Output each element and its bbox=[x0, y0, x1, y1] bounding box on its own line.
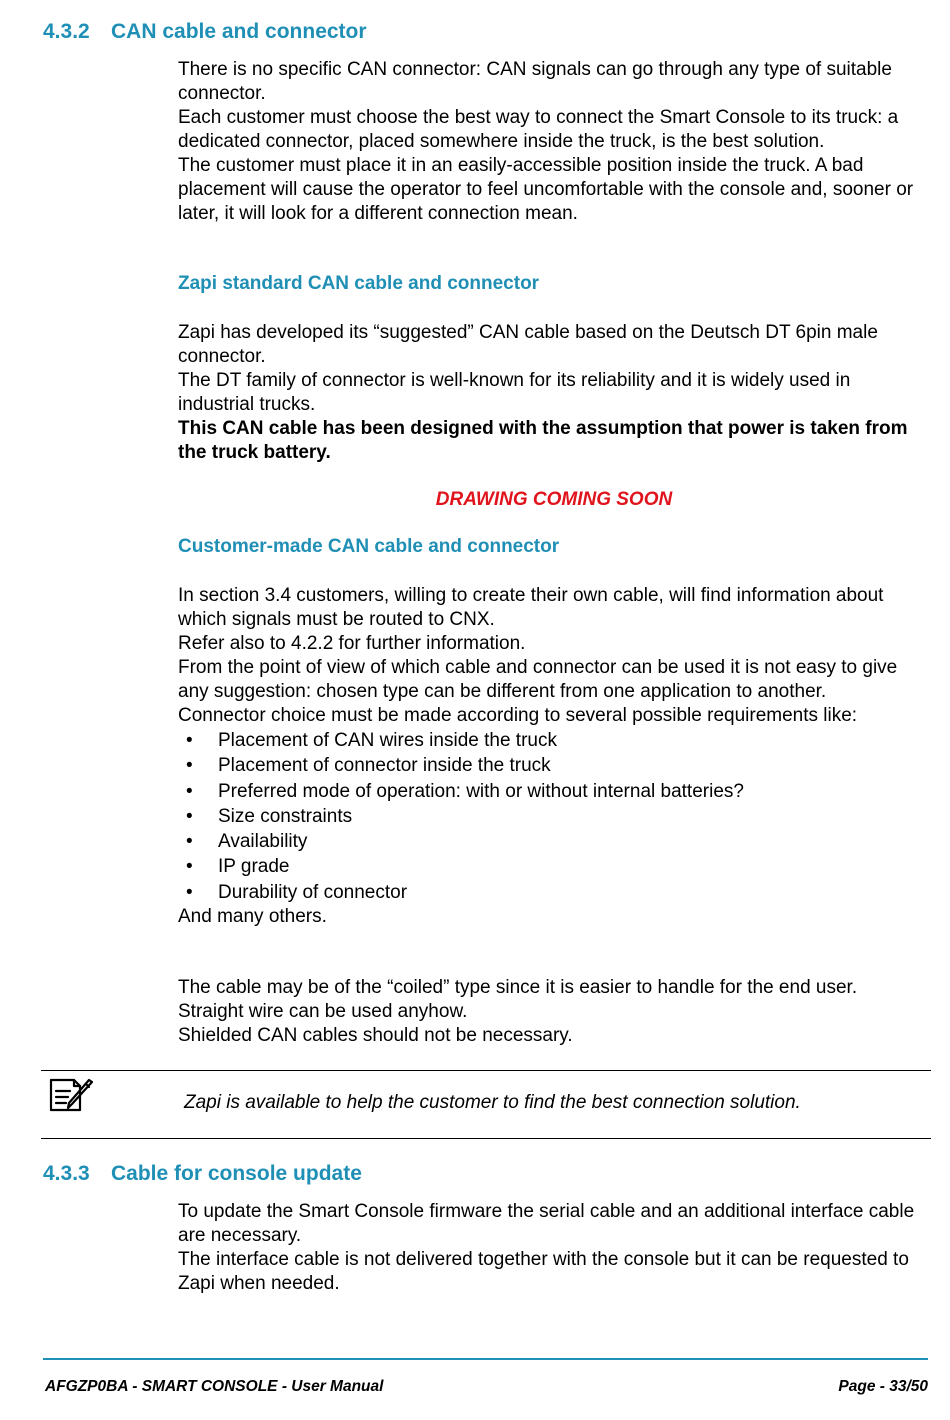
paragraph: The interface cable is not delivered together with the console but it can be requested to Zapi when needed. bbox=[178, 1249, 909, 1294]
list-item: • Size constraints bbox=[178, 804, 930, 829]
paragraph: Connector choice must be made according to several possible requirements like: bbox=[178, 705, 858, 726]
note-bottom-rule bbox=[41, 1138, 931, 1139]
footer-page-number: Page - 33/50 bbox=[838, 1378, 928, 1395]
note-top-rule bbox=[41, 1070, 931, 1071]
bold-note: This CAN cable has been designed with the assumption that power is taken from the truck battery. bbox=[178, 418, 908, 463]
section-heading-4-3-3 bbox=[43, 1162, 362, 1186]
paragraph: And many others. bbox=[178, 906, 327, 928]
paragraph: Refer also to 4.2.2 for further information. bbox=[178, 633, 526, 654]
footer-document-title: AFGZP0BA - SMART CONSOLE - User Manual bbox=[45, 1378, 384, 1395]
requirements-list bbox=[178, 728, 930, 905]
list-item: • Placement of connector inside the truck bbox=[178, 753, 930, 778]
section-title: Cable for console update bbox=[111, 1162, 362, 1185]
paragraph: To update the Smart Console firmware the serial cable and an additional interface cable are necessary. bbox=[178, 1201, 915, 1246]
section-heading-4-3-2 bbox=[43, 20, 367, 44]
section-number: 4.3.3 bbox=[43, 1162, 90, 1185]
list-item: • Durability of connector bbox=[178, 880, 930, 905]
customer-made-block bbox=[178, 584, 930, 929]
list-item: • Placement of CAN wires inside the truck bbox=[178, 728, 930, 753]
paragraph: From the point of view of which cable and connector can be used it is not easy to give any suggestion: chosen type can be different from one application to another. bbox=[178, 657, 898, 702]
paragraph: The cable may be of the “coiled” type since it is easier to handle for the end user. bbox=[178, 977, 858, 998]
paragraph: Each customer must choose the best way to connect the Smart Console to its truck: a dedicated connector, placed somewhere inside the truck, is the best solution. bbox=[178, 107, 899, 152]
section-title: CAN cable and connector bbox=[111, 20, 367, 43]
section-number: 4.3.2 bbox=[43, 20, 90, 43]
paragraph: The customer must place it in an easily-accessible position inside the truck. A bad placement will cause the operator to feel uncomfortable with the console and, sooner or later, it will look for a different connection mean. bbox=[178, 155, 914, 224]
subheading-zapi-standard: Zapi standard CAN cable and connector bbox=[178, 273, 540, 294]
paragraph: Straight wire can be used anyhow. bbox=[178, 1001, 468, 1022]
zapi-standard-block bbox=[178, 321, 930, 465]
subheading-customer-made: Customer-made CAN cable and connector bbox=[178, 536, 560, 557]
list-item: • IP grade bbox=[178, 854, 930, 879]
paragraph: There is no specific CAN connector: CAN signals can go through any type of suitable connector. bbox=[178, 59, 892, 104]
paragraph: Shielded CAN cables should not be necessary. bbox=[178, 1025, 573, 1046]
list-item: • Availability bbox=[178, 829, 930, 854]
paragraph: In section 3.4 customers, willing to create their own cable, will find information about which signals must be routed to CNX. bbox=[178, 585, 884, 630]
paragraph: The DT family of connector is well-known for its reliability and it is widely used in industrial trucks. bbox=[178, 370, 851, 415]
footer-rule bbox=[43, 1358, 928, 1360]
cable-notes-block bbox=[178, 976, 930, 1048]
update-block bbox=[178, 1200, 930, 1296]
drawing-placeholder: DRAWING COMING SOON bbox=[435, 489, 673, 510]
paragraph: Zapi has developed its “suggested” CAN cable based on the Deutsch DT 6pin male connector. bbox=[178, 322, 878, 367]
note-pencil-icon bbox=[48, 1077, 96, 1113]
intro-block bbox=[178, 58, 930, 226]
note-text: Zapi is available to help the customer to find the best connection solution. bbox=[184, 1092, 801, 1113]
list-item: • Preferred mode of operation: with or without internal batteries? bbox=[178, 779, 930, 804]
